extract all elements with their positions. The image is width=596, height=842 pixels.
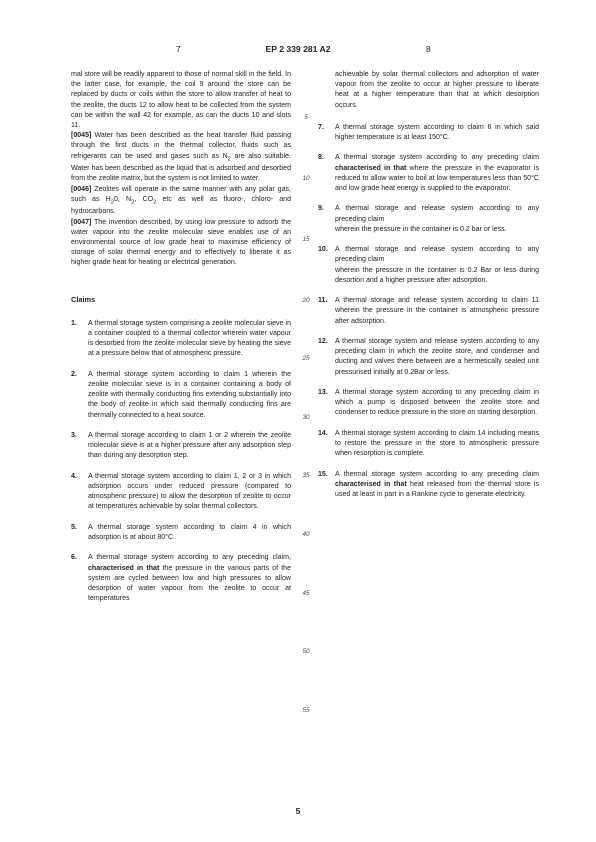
line-number: 10 [302, 175, 310, 182]
claim-11 [318, 296, 539, 327]
paragraph-text: Zeolites will operate in the same manner with any polar gas, such as H [71, 185, 291, 203]
paragraph-text: are also suitable. Water has been described as the liquid that is adsorbed and desorbed from the zeolite matrix, but the system is not limited to water. [71, 152, 292, 183]
paragraph-text: 0, N [113, 195, 132, 203]
paragraph-number: [0047] [71, 218, 92, 226]
claim-number: 15. [318, 470, 328, 478]
characterised-phrase: characterised in that [335, 164, 407, 172]
paragraph-text: The invention described, by using low pressure to adsorb the water vapour into the zeolite molecular sieve enables use of an environmental source of low grade heat to maximise efficiency of storage of solar thermal energy and to effectively to liberate it as higher grade heat for heating or electrical generation. [71, 218, 292, 267]
claim-6 [71, 553, 291, 604]
claims-heading: Claims [71, 294, 96, 304]
claim-text [335, 245, 539, 286]
intro-paragraph: mal store will be readily apparent to those of normal skill in the field. In the latter case, for example, the coil 9 around the store can be replaced by ducts or coils within the store to allow transfer of heat to the zeolite, the ducts 12 to allow heat to be collected from the system can be within the wall 42 for example, as can the ducts 10 and slots 11. [71, 71, 291, 130]
claim-6-continuation: achievable by solar thermal collectors and adsorption of water vapour from the zeolite to occur at higher pressure to liberate heat at a higher temperature than that at which desorption occurs. [335, 71, 539, 109]
line-number: 50 [302, 648, 310, 655]
claim-text: A thermal storage system according to claim 1, 2 or 3 in which adsorption occurs under reduced pressure (compared to atmospheric pressure) to allow the desorption of zeolite to occur at temperatures achievable by solar thermal collectors. [88, 472, 291, 511]
claim-10 [318, 245, 539, 286]
line-number: 55 [302, 707, 310, 714]
claim-text: A thermal storage according to claim 1 or 2 wherein the zeolite molecular sieve is at a higher pressure after any adsorption step than during any desorption step. [88, 432, 291, 460]
claim-number: 4. [71, 472, 77, 480]
right-page-number: 8 [426, 44, 431, 54]
claim-number: 12. [318, 338, 328, 345]
patent-number: EP 2 339 281 A2 [265, 44, 331, 54]
left-page-number: 7 [176, 44, 181, 54]
paragraph-text: Water has been described as the heat transfer fluid passing through the first ducts in the thermal collector, fluids such as refrigerants can be used and gases such as N [71, 132, 291, 160]
claim-text [335, 153, 539, 194]
claim-line: wherein the pressure in the container is 0.2 Bar or less during desortion and a higher pressure after adsorption. [335, 266, 539, 284]
claim-number: 9. [318, 205, 324, 213]
claim-15 [318, 470, 539, 501]
subscript: 2 [131, 199, 135, 206]
claim-number: 2. [71, 370, 77, 378]
claim-number: 6. [71, 554, 77, 562]
paragraph-0047 [71, 218, 291, 269]
characterised-phrase: characterised in that [335, 480, 407, 488]
claim-text: A thermal storage system according to claim 14 including means to restore the pressure in the store to atmospheric pressure when resorption is complete. [335, 429, 539, 458]
claim-text: A thermal storage system according to claim 4 in which adsorption is at about 80°C. [88, 523, 291, 542]
claim-text-part: the pressure in the various parts of the system are cycled between low and high pressures to allow desorption of water vapour from the zeolite to occur at temperatures [88, 564, 291, 603]
claim-number: 11. [318, 297, 328, 305]
claim-text: A thermal storage system comprising a zeolite molecular sieve in a container coupled to a thermal collector wherein water vapour is desorbed from the zeolite molecular sieve by heating the sieve at a pressure below that of atmospheric pressure. [88, 319, 291, 358]
left-column [71, 70, 291, 615]
claim-number: 3. [71, 432, 77, 440]
line-number: 45 [302, 590, 310, 597]
claim-8 [318, 153, 539, 194]
claim-14 [318, 429, 539, 460]
characterised-phrase: characterised in that [88, 564, 160, 572]
claim-number: 7. [318, 123, 324, 131]
claim-text: A thermal storage system according to claim 1 wherein the zeolite molecular sieve is in a container containing a body of zeolite with thermally conducting fins extending substantially into the body of zeolite in which said thermally conducting fins are thermally connected to a heat source. [88, 370, 291, 419]
claim-number: 13. [318, 389, 328, 396]
subscript: 2 [227, 156, 231, 163]
claim-number: 14. [318, 429, 328, 437]
claim-text [335, 204, 539, 235]
paragraph-text: etc as well as fluoro-, chloro- and hydrocarbons. [71, 195, 291, 216]
claim-1 [71, 319, 291, 360]
line-number: 15 [302, 236, 310, 243]
paragraph-0046 [71, 185, 291, 218]
subscript: 2 [110, 199, 114, 206]
line-number: 5 [304, 114, 308, 121]
claim-text-part: A thermal storage system according to any preceding claim, [88, 554, 291, 562]
line-number: 35 [302, 472, 310, 479]
claim-text-part: A thermal storage system according to any preceding claim [335, 154, 539, 162]
right-column [318, 70, 539, 510]
claim-13 [318, 388, 539, 419]
claim-text: A thermal storage system according to any preceding claim in which a pump is disposed between the zeolite store and condenser to reduce pressure in the store on starting desorption. [335, 389, 539, 417]
claim-text [88, 553, 291, 604]
paragraph-number: [0046] [71, 185, 92, 193]
claim-7 [318, 123, 539, 143]
claim-line: A thermal storage and release system according to any preceding claim [335, 205, 539, 223]
claim-text [335, 470, 539, 501]
line-number: 25 [302, 355, 310, 362]
claim-text: A thermal storage system according to claim 6 in which said higher temperature is at least 150°C. [335, 123, 539, 142]
claim-text: A thermal storage and release system according to claim 11 wherein the pressure in the container is atmospheric pressure after adsorption. [335, 297, 539, 325]
line-number: 20 [302, 297, 310, 304]
paragraph-0045 [71, 131, 291, 184]
claim-9 [318, 204, 539, 235]
claim-number: 8. [318, 154, 324, 162]
subscript: 2 [153, 199, 157, 206]
claim-number: 10. [318, 246, 328, 254]
claim-text: A thermal storage system and release system according to any preceding claim in which the zeolite store, and condenser and ducting and valves there between are a hermetically sealed unit pressurised initially at 0.2Bar or less. [335, 338, 539, 376]
line-number: 30 [302, 414, 310, 421]
claim-line: A thermal storage and release system according to any preceding claim [335, 246, 539, 264]
claim-number: 1. [71, 319, 77, 327]
claim-2 [71, 370, 291, 421]
claim-3 [71, 431, 291, 462]
paragraph-number: [0045] [71, 132, 92, 140]
page-number: 5 [295, 806, 301, 816]
claim-text-part: heat released from the thermal store is used at least in part in a Rankine cycle to generate electricity. [335, 480, 539, 498]
paragraph-text: , CO [134, 195, 154, 203]
claim-4 [71, 472, 291, 513]
claim-line: wherein the pressure in the container is 0.2 bar or less. [335, 225, 507, 233]
claim-text-part: A thermal storage system according to any preceding claim [335, 470, 539, 478]
claim-text-part: where the pressure in the evaporator is reduced to allow water to boil at low temperatures less than 50°C and low grade heat energy is supplied to the evaporator. [335, 164, 540, 193]
claim-12 [318, 337, 539, 378]
claim-number: 5. [71, 523, 77, 531]
line-number: 40 [302, 531, 310, 538]
claim-5 [71, 523, 291, 543]
